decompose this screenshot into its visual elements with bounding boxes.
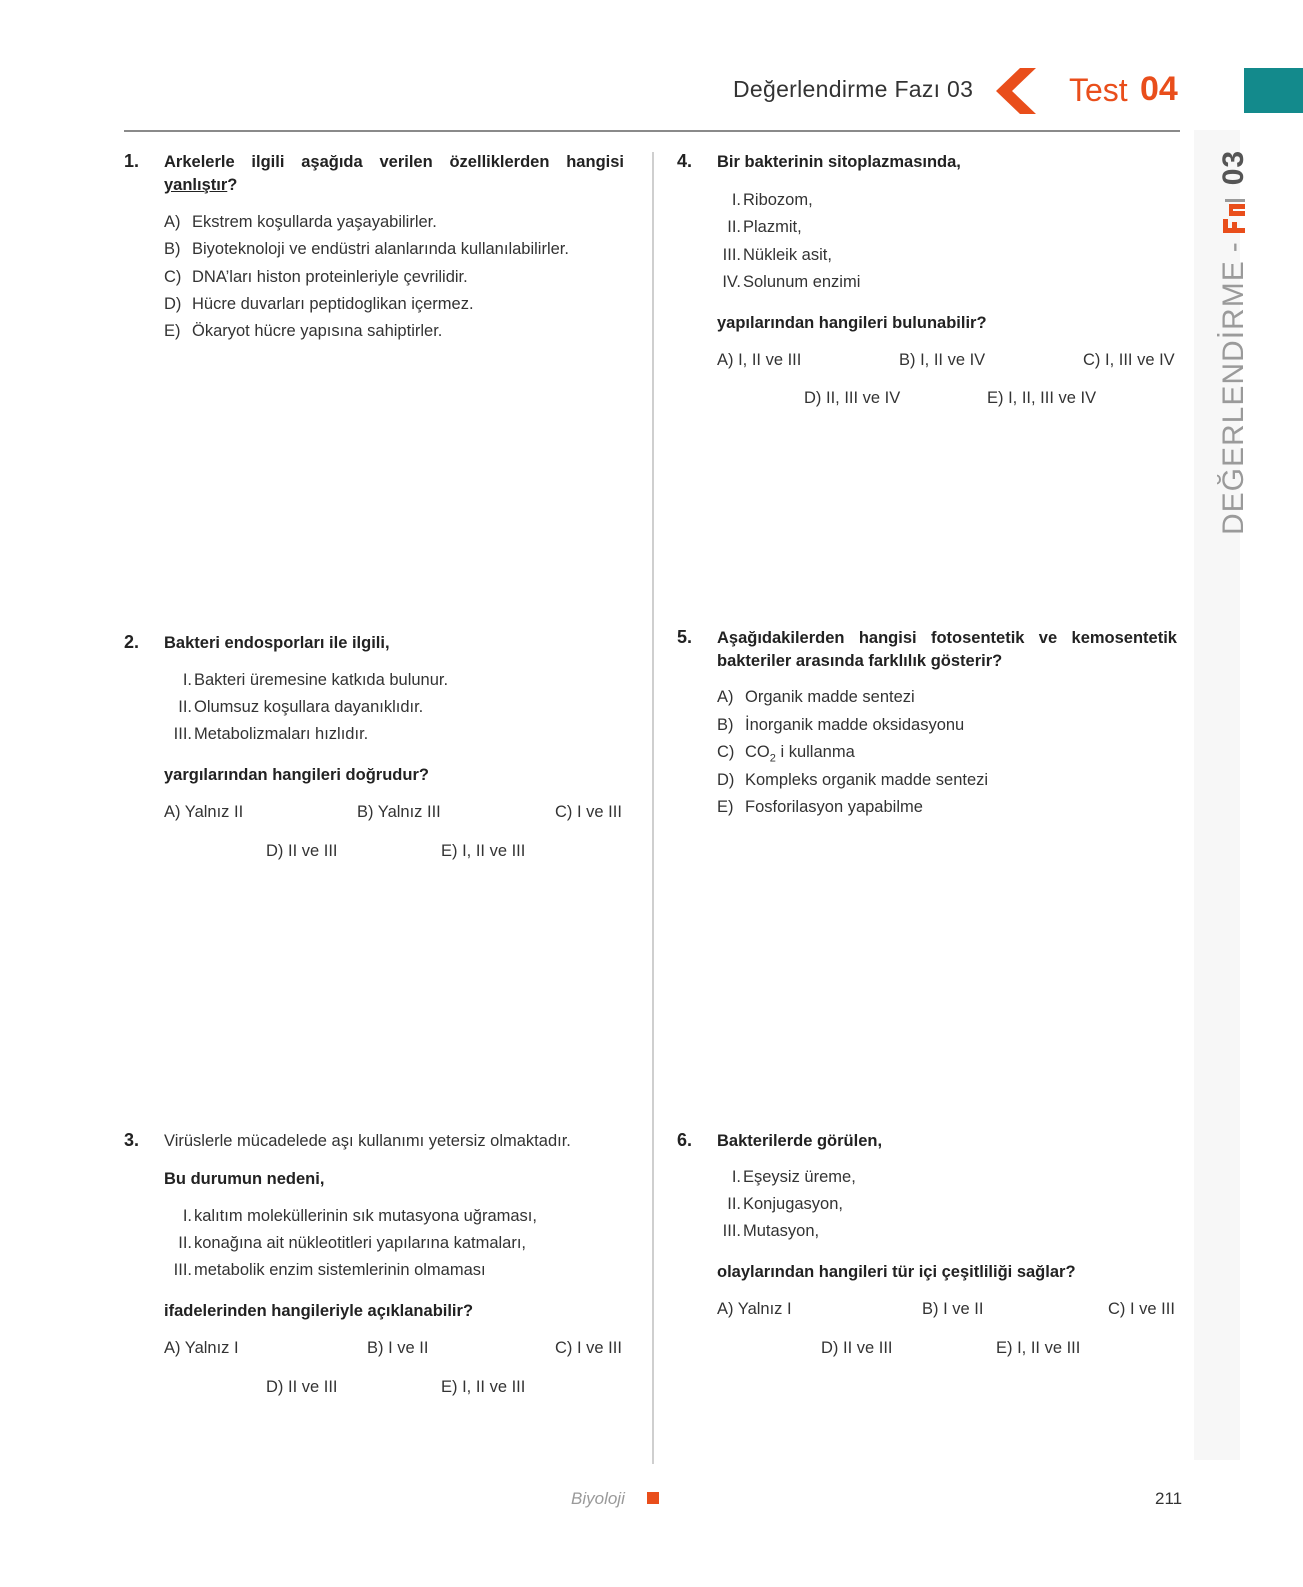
question-3-sub-stem: Bu durumun nedeni, <box>164 1170 325 1188</box>
question-2-statement-3 <box>170 725 368 744</box>
option-label: A) <box>164 213 181 231</box>
test-number: 04 <box>1140 70 1178 108</box>
side-banner <box>1217 150 1251 535</box>
option-label: E) <box>164 322 181 340</box>
question-2-answer-b[interactable]: B) Yalnız III <box>357 803 441 821</box>
question-3-statement-1 <box>170 1207 537 1226</box>
question-6-statement-3 <box>719 1222 819 1241</box>
roman-numeral: I. <box>731 1168 741 1186</box>
question-1-option-d[interactable] <box>164 295 474 314</box>
question-5-option-b[interactable] <box>717 716 964 735</box>
roman-numeral: II. <box>178 698 192 716</box>
roman-numeral: II. <box>727 218 741 236</box>
question-2-answer-a[interactable]: A) Yalnız II <box>164 803 244 821</box>
question-6-answer-d[interactable]: D) II ve III <box>821 1339 893 1357</box>
question-4-statement-1 <box>719 191 813 210</box>
option-text: İnorganik madde oksidasyonu <box>745 716 965 734</box>
question-2-number: 2. <box>124 632 140 652</box>
question-4-number: 4. <box>677 151 693 171</box>
question-3-prompt: ifadelerinden hangileriyle açıklanabilir? <box>164 1302 474 1320</box>
question-1-number: 1. <box>124 151 140 171</box>
question-4-prompt: yapılarından hangileri bulunabilir? <box>717 314 987 332</box>
roman-numeral: I. <box>182 671 192 689</box>
question-6-stem: Bakterilerde görülen, <box>717 1132 883 1150</box>
question-2-statement-2 <box>170 698 423 717</box>
question-5-option-d[interactable] <box>717 771 988 790</box>
statement-text: Bakteri üremesine katkıda bulunur. <box>194 671 449 689</box>
column-divider <box>652 152 654 1464</box>
question-3-answer-c[interactable]: C) I ve III <box>555 1339 622 1357</box>
option-label: D) <box>164 295 182 313</box>
question-1-option-e[interactable] <box>164 322 442 341</box>
option-label: C) <box>164 268 182 286</box>
footer-square-icon <box>647 1492 659 1504</box>
question-3-answer-d[interactable]: D) II ve III <box>266 1378 338 1396</box>
option-label: B) <box>717 716 734 734</box>
option-text: CO <box>745 743 770 761</box>
question-4-statement-4 <box>719 273 860 292</box>
statement-text: Olumsuz koşullara dayanıklıdır. <box>194 698 424 716</box>
question-6-answer-b[interactable]: B) I ve II <box>922 1300 984 1318</box>
question-3-stem: Virüslerle mücadelede aşı kullanımı yetersiz olmaktadır. <box>164 1132 571 1150</box>
statement-text: Metabolizmaları hızlıdır. <box>194 725 369 743</box>
question-3-number: 3. <box>124 1130 140 1150</box>
option-label: B) <box>164 240 181 258</box>
question-1-stem <box>164 151 624 197</box>
question-5-option-a[interactable] <box>717 688 915 707</box>
question-3-answer-a[interactable]: A) Yalnız I <box>164 1339 239 1357</box>
roman-numeral: II. <box>178 1234 192 1252</box>
roman-numeral: III. <box>173 1261 192 1279</box>
question-1-option-c[interactable] <box>164 268 468 287</box>
option-text: Organik madde sentezi <box>745 688 915 706</box>
question-4-statement-2 <box>719 218 802 237</box>
roman-numeral: III. <box>722 1222 741 1240</box>
statement-text: konağına ait nükleotitleri yapılarına katmaları, <box>194 1234 527 1252</box>
chevron-left-icon <box>996 68 1036 114</box>
question-3-statement-3 <box>170 1261 486 1280</box>
question-6-number: 6. <box>677 1130 693 1150</box>
question-6-statement-1 <box>719 1168 856 1187</box>
question-4-answer-b[interactable]: B) I, II ve IV <box>899 351 986 369</box>
roman-numeral: II. <box>727 1195 741 1213</box>
option-text: Hücre duvarları peptidoglikan içermez. <box>192 295 474 313</box>
question-4-answer-a[interactable]: A) I, II ve III <box>717 351 802 369</box>
question-2-stem: Bakteri endosporları ile ilgili, <box>164 634 390 652</box>
statement-text: metabolik enzim sistemlerinin olmaması <box>194 1261 486 1279</box>
roman-numeral: IV. <box>722 273 741 291</box>
option-text: Fosforilasyon yapabilme <box>745 798 923 816</box>
statement-text: Ribozom, <box>743 191 813 209</box>
question-2-answer-d[interactable]: D) II ve III <box>266 842 338 860</box>
question-4-answer-d[interactable]: D) II, III ve IV <box>804 389 901 407</box>
roman-numeral: III. <box>722 246 741 264</box>
question-3-statement-2 <box>170 1234 526 1253</box>
question-6-answer-a[interactable]: A) Yalnız I <box>717 1300 792 1318</box>
header-divider <box>124 130 1180 132</box>
option-text: DNA’ları histon proteinleriyle çevrilidir. <box>192 268 468 286</box>
option-text: i kullanma <box>775 743 855 761</box>
option-label: A) <box>717 688 734 706</box>
side-banner-number: 03 <box>1217 149 1250 186</box>
question-3-answer-b[interactable]: B) I ve II <box>367 1339 429 1357</box>
roman-numeral: I. <box>182 1207 192 1225</box>
question-4-answer-c[interactable]: C) I, III ve IV <box>1083 351 1175 369</box>
statement-text: Nükleik asit, <box>743 246 832 264</box>
option-label: C) <box>717 743 735 761</box>
question-5-number: 5. <box>677 627 693 647</box>
question-4-stem: Bir bakterinin sitoplazmasında, <box>717 153 961 171</box>
option-label: E) <box>717 798 734 816</box>
question-5-stem: Aşağıdakilerden hangisi fotosentetik ve kemosentetik bakteriler arasında farklılık gösterir? <box>717 629 1177 670</box>
question-2-prompt: yargılarından hangileri doğrudur? <box>164 766 429 784</box>
question-1-option-a[interactable] <box>164 213 437 232</box>
statement-text: Plazmit, <box>743 218 802 236</box>
statement-text: Solunum enzimi <box>743 273 861 291</box>
option-text: Biyoteknoloji ve endüstri alanlarında kullanılabilirler. <box>192 240 569 258</box>
subscript: 2 <box>769 752 776 765</box>
option-text: Kompleks organik madde sentezi <box>745 771 989 789</box>
side-banner-dash: - <box>1217 241 1250 253</box>
question-1-option-b[interactable] <box>164 240 569 259</box>
question-1-emphasis: yanlıştır <box>164 176 228 194</box>
question-5-option-c[interactable] <box>717 743 855 764</box>
phase-title: Değerlendirme Fazı 03 <box>733 76 974 102</box>
question-5-option-e[interactable] <box>717 798 923 817</box>
question-6-answer-e[interactable]: E) I, II ve III <box>996 1339 1081 1357</box>
option-text: Ökaryot hücre yapısına sahiptirler. <box>192 322 443 340</box>
question-6-answer-c[interactable]: C) I ve III <box>1108 1300 1175 1318</box>
option-text: Ekstrem koşullarda yaşayabilirler. <box>192 213 437 231</box>
question-2-answer-e[interactable]: E) I, II ve III <box>441 842 526 860</box>
question-2-statement-1 <box>170 671 448 690</box>
chapter-tab <box>1244 68 1303 113</box>
option-label: D) <box>717 771 735 789</box>
question-3-answer-e[interactable]: E) I, II ve III <box>441 1378 526 1396</box>
question-2-answer-c[interactable]: C) I ve III <box>555 803 622 821</box>
page-number: 211 <box>1155 1489 1183 1508</box>
question-4-answer-e[interactable]: E) I, II, III ve IV <box>987 389 1097 407</box>
statement-text: Konjugasyon, <box>743 1195 843 1213</box>
statement-text: Mutasyon, <box>743 1222 820 1240</box>
question-1-stem-end: ? <box>227 176 238 194</box>
statement-text: kalıtım moleküllerinin sık mutasyona uğraması, <box>194 1207 537 1225</box>
footer-subject: Biyoloji <box>571 1489 625 1508</box>
question-4-statement-3 <box>719 246 832 265</box>
question-1-stem-text: Arkelerle ilgili aşağıda verilen özelliklerden hangisi <box>164 153 624 171</box>
statement-text: Eşeysiz üreme, <box>743 1168 856 1186</box>
side-banner-text: DEĞERLENDİRME <box>1217 260 1250 535</box>
question-6-prompt: olaylarından hangileri tür içi çeşitliliği sağlar? <box>717 1263 1076 1281</box>
test-label: Test <box>1069 72 1128 108</box>
question-6-statement-2 <box>719 1195 843 1214</box>
roman-numeral: I. <box>731 191 741 209</box>
roman-numeral: III. <box>173 725 192 743</box>
fazi-logo-icon <box>1219 199 1249 233</box>
